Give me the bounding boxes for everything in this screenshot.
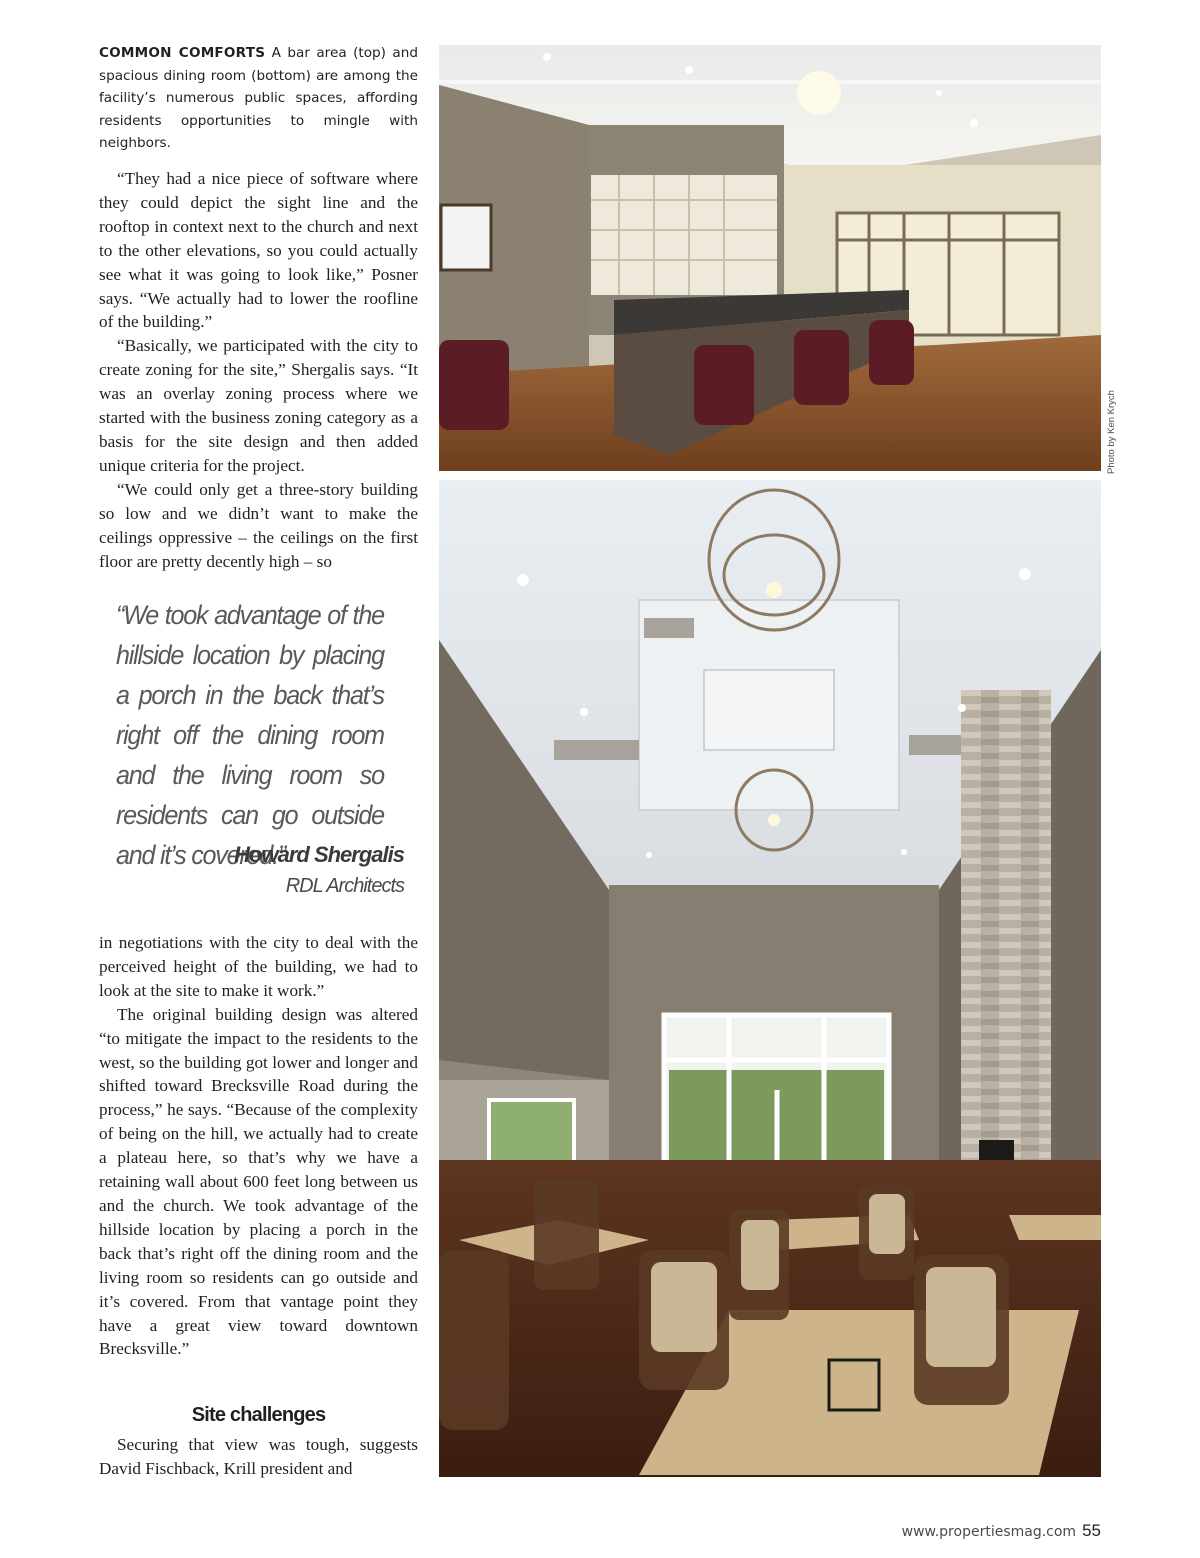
pull-quote-organization: RDL Architects [285,875,404,897]
bar-area-photo [439,45,1101,471]
photo-credit: Photo by Ken Krych [1106,390,1117,474]
article-body-top [99,167,418,573]
paragraph: “Basically, we participated with the city to create zoning for the site,” Shergalis says. “It was an overlay zoning process where we started with the business zoning category as a basis for the site design and then added unique criteria for the project. [99,336,418,475]
article-body-bottom [99,931,418,1361]
paragraph: “We could only get a three-story building so low and we didn’t want to make the ceilings oppressive – the ceilings on the first floor are pretty decently high – so [99,479,418,571]
pull-quote: “We took advantage of the hillside location by placing a porch in the back that’s right off the dining room and the living room so residents can go outside and it’s covered.” [116,600,384,870]
paragraph: “They had a nice piece of software where they could depict the sight line and the rooftop in context next to the church and next to the other elevations, so you could actually see what it was going to look like,” Posner says. “We actually had to lower the roofline of the building.” [99,169,418,332]
page-number: 55 [1082,1521,1101,1540]
footer-url[interactable]: www.propertiesmag.com [901,1524,1077,1540]
photo-caption [99,42,418,155]
paragraph: Securing that view was tough, suggests David Fischback, Krill president and [99,1435,418,1478]
caption-lead: COMMON COMFORTS [99,45,266,61]
paragraph: in negotiations with the city to deal with the perceived height of the building, we had to look at the site to make it work.” [99,933,418,1000]
section-subhead: Site challenges [191,1404,326,1426]
dining-room-photo [439,480,1101,1477]
paragraph: The original building design was altered “to mitigate the impact to the residents to the west, so the building got lower and longer and shifted toward Brecksville Road during the process,” he says. “Because of the complexity of being on the hill, we actually had to create a plateau here, so that’s why we have a retaining wall about 600 feet long between us and the church. We took advantage of the hillside location by placing a porch in the back that’s right off the dining room and the living room so residents can go outside and it’s covered. From that vantage point they have a great view toward downtown Brecksville.” [99,1004,418,1359]
caption-text: A bar area (top) and spacious dining room (bottom) are among the facility’s numerous public spaces, affording residents opportunities to mingle with neighbors. [99,45,418,151]
article-body-end [99,1433,418,1481]
pull-quote-name: Howard Shergalis [234,842,404,867]
page-footer [902,1521,1101,1541]
